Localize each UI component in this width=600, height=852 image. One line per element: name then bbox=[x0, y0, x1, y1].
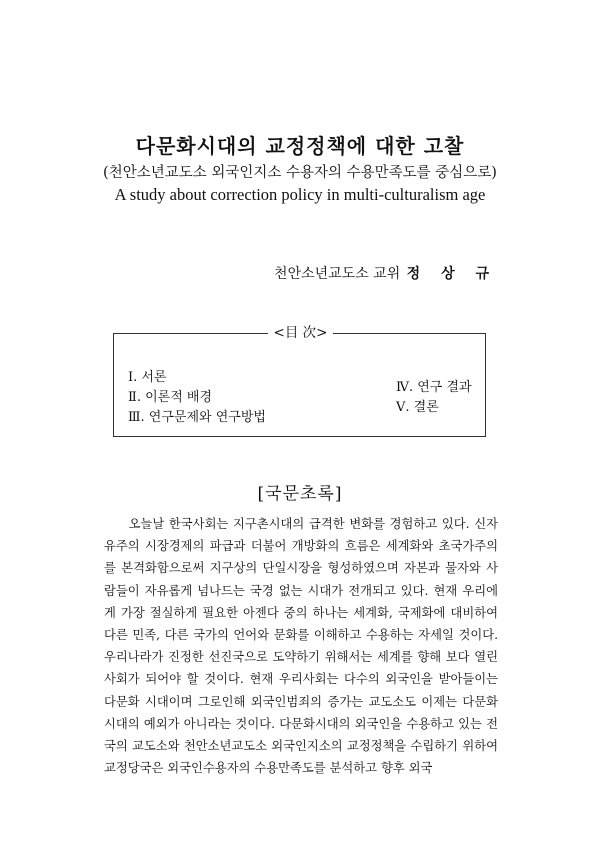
table-of-contents bbox=[113, 325, 486, 437]
author-affiliation: 천안소년교도소 교위 bbox=[274, 266, 401, 282]
paper-title: 다문화시대의 교정정책에 대한 고찰 bbox=[135, 134, 465, 158]
abstract-heading: [국문초록] bbox=[257, 484, 343, 504]
paper-subtitle: (천안소년교도소 외국인지소 수용자의 수용만족도를 중심으로) bbox=[103, 165, 497, 181]
toc-item-intro: Ⅰ. 서론 bbox=[128, 370, 167, 385]
english-title: A study about correction policy in multi-culturalism age bbox=[114, 185, 486, 204]
toc-item-theory: Ⅱ. 이론적 배경 bbox=[128, 390, 213, 405]
toc-item-results: Ⅳ. 연구 결과 bbox=[396, 380, 472, 395]
toc-item-method: Ⅲ. 연구문제와 연구방법 bbox=[128, 410, 266, 425]
author-name: 정 상 규 bbox=[406, 266, 497, 282]
toc-heading: <目 次> bbox=[268, 325, 334, 341]
abstract-body: 오늘날 한국사회는 지구촌시대의 급격한 변화를 경험하고 있다. 신자유주의 시장경제의 파급과 더불어 개방화의 흐름은 세계화와 초국가주의를 본격화함으로써 지구상의 단일시장을 형성하였으며 자본과 물자와 사람들이 자유롭게 넘나드는 국경 없는 시대가 전개되고 있다. 현재 우리에게 가장 절실하게 필요한 아젠다 중의 하나는 세계화, 국제화에 대비하여 다른 민족, 다른 국가의 언어와 문화를 이해하고 수용하는 자세일 것이다. 우리나라가 진정한 선진국으로 도약하기 위해서는 세계를 향해 보다 열린사회가 되어야 할 것이다. 현재 우리사회는 다수의 외국인을 받아들이는 다문화 시대이며 그로인해 외국인범죄의 증가는 교도소도 이제는 다문화 시대의 예외가 아니라는 것이다. 다문화시대의 외국인을 수용하고 있는 전국의 교도소와 천안소년교도소 외국인지소의 교정정책을 수립하기 위하여 교정당국은 외국인수용자의 수용만족도를 분석하고 향후 외국 bbox=[104, 517, 498, 776]
toc-heading-wrap bbox=[114, 325, 487, 342]
author-line bbox=[274, 263, 497, 283]
toc-item-conclusion: Ⅴ. 결론 bbox=[396, 400, 439, 415]
